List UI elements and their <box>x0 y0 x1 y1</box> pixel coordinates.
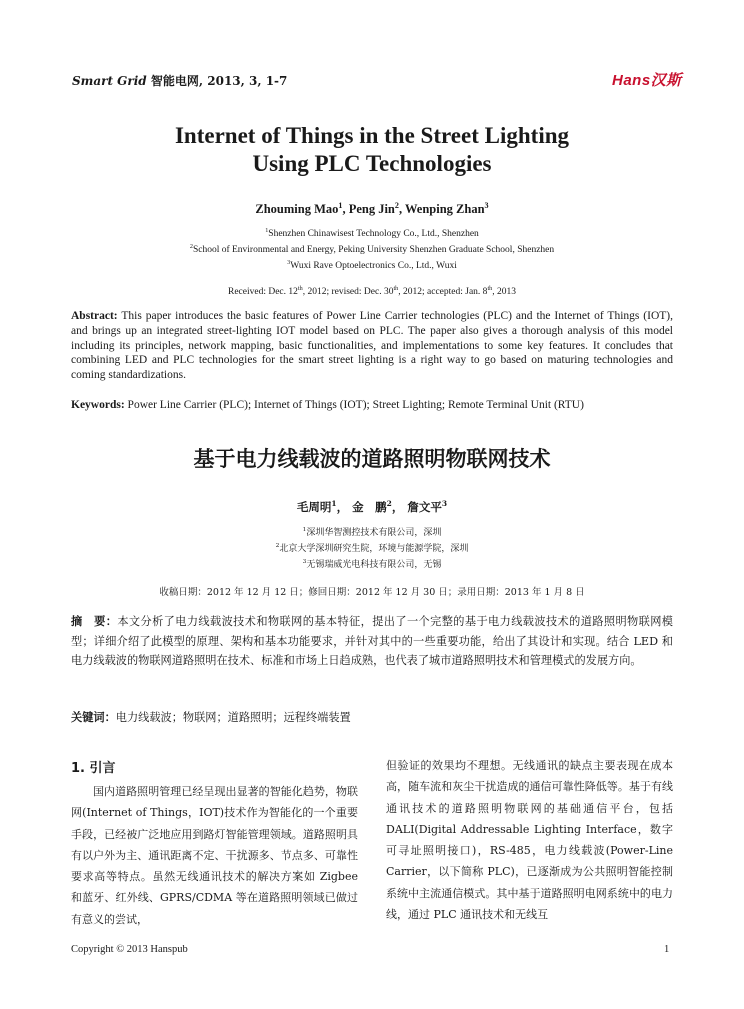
chinese-keywords <box>71 709 673 725</box>
abstract-label: Abstract: <box>71 310 118 322</box>
chinese-title: 基于电力线载波的道路照明物联网技术 <box>193 447 551 471</box>
affiliation-line: $^2$School of Environmental and Energy, Peking University Shenzhen Graduate School, Shenzhen <box>189 244 555 256</box>
body-column-left <box>71 781 358 930</box>
author-sup: 2 <box>394 201 399 210</box>
keywords-label: 关键词： <box>71 710 116 724</box>
footer-copyright: Copyright © 2013 Hanspub <box>71 944 188 955</box>
section-heading: 1. 引言 <box>71 761 116 776</box>
english-title-line-1: Internet of Things in the Street Lighting <box>174 123 569 148</box>
chinese-affiliations <box>60 524 684 572</box>
english-authors: Zhouming Mao$^1$, Peng Jin$^2$, Wenping Zhan$^3$ <box>255 201 489 217</box>
affiliation-line: $^1$Shenzhen Chinawisest Technology Co., Ltd., Shenzhen <box>265 228 479 240</box>
running-header <box>72 72 287 89</box>
keywords-label: Keywords: <box>71 399 125 411</box>
author-name: Wenping Zhan <box>404 202 485 217</box>
author-sup: 3 <box>484 201 489 210</box>
journal-citation: 智能电网, 2013, 3, 1-7 <box>150 74 288 88</box>
affiliation-line: $^1$深圳华智测控技术有限公司，深圳 <box>302 527 442 538</box>
english-affiliations <box>60 225 684 273</box>
english-abstract <box>71 309 673 383</box>
english-keywords <box>71 399 673 411</box>
affiliation-line: $^2$北京大学深圳研究生院，环境与能源学院，深圳 <box>275 543 469 554</box>
chinese-received-dates: 收稿日期：2012 年 12 月 12 日；修回日期：2012 年 12 月 30 日；录用日期：2013 年 1 月 8 日 <box>159 587 585 598</box>
chinese-authors: 毛周明$^1$， 金 鹏$^2$， 詹文平$^3$ <box>296 499 448 514</box>
english-title-line-2: Using PLC Technologies <box>252 151 492 176</box>
affiliation-line: $^3$Wuxi Rave Optoelectronics Co., Ltd., Wuxi <box>287 260 457 272</box>
english-title <box>60 122 684 178</box>
keywords-text: Power Line Carrier (PLC); Internet of Things (IOT); Street Lighting; Remote Terminal Unit (RTU) <box>124 399 584 411</box>
paragraph: 但验证的效果均不理想。无线通讯的缺点主要表现在成本高，随车流和灰尘干扰造成的通信可靠性降低等。基于有线通讯技术的道路照明物联网的基础通信平台，包括 DALI(Digital Addressable Lighting Interface，数字可寻址照明接口)，RS-485，电力线载波(Power-Line Carrier，以下简称 PLC)，已逐渐成为公共照明智能控制系统中主流通信模式。其中基于道路照明电网系统中的电力线，通过 PLC 通讯技术和无线互 <box>386 759 673 922</box>
author-name: Zhouming Mao <box>255 202 339 217</box>
author-name: Peng Jin <box>348 202 395 217</box>
author-sup: 1 <box>338 201 343 210</box>
body-column-right <box>386 755 673 925</box>
abstract-text: This paper introduces the basic features of Power Line Carrier technologies (PLC) and the Internet of Things (IOT), and brings up an integrated street-lighting IOT model based on PLC. The paper also gives a thorough analysis of this model including its principles, network mapping, basic functionalities, and implementations to some key features. It concludes that combining LED and PLC technologies for the smart street lighting is a right way to go based on maturing technologies and coming standardizations. <box>71 310 673 382</box>
page-number: 1 <box>664 944 670 955</box>
english-received-dates: Received: Dec. 12th, 2012; revised: Dec. 30th, 2012; accepted: Jan. 8th, 2013 <box>228 286 516 298</box>
paragraph: 国内道路照明管理已经呈现出显著的智能化趋势，物联网(Internet of Things，IOT)技术作为智能化的一个重要手段，已经被广泛地应用到路灯智能管理领域。道路照明具有以户外为主、通讯距离不定、干扰源多、节点多、可靠性要求高等特点。虽然无线通讯技术的解决方案如 Zigbee 和蓝牙、红外线、GPRS/CDMA 等在道路照明领域已做过有意义的尝试， <box>71 785 358 926</box>
affiliation-line: $^3$无锡瑞威光电科技有限公司，无锡 <box>302 559 442 570</box>
abstract-label: 摘 要： <box>71 614 118 628</box>
journal-name-italic: Smart Grid <box>72 74 147 88</box>
publisher-logo: Hans汉斯 <box>612 72 682 89</box>
chinese-abstract <box>71 612 673 671</box>
abstract-text: 本文分析了电力线载波技术和物联网的基本特征，提出了一个完整的基于电力线载波技术的道路照明物联网模型；详细介绍了此模型的原理、架构和基本功能要求，并针对其中的一些重要功能，给出了其设计和实现。结合 LED 和电力线载波的物联网道路照明在技术、标准和市场上日趋成熟，也代表了城市道路照明技术和管理模式的发展方向。 <box>71 615 673 667</box>
keywords-text: 电力线载波；物联网；道路照明；远程终端装置 <box>115 711 351 724</box>
